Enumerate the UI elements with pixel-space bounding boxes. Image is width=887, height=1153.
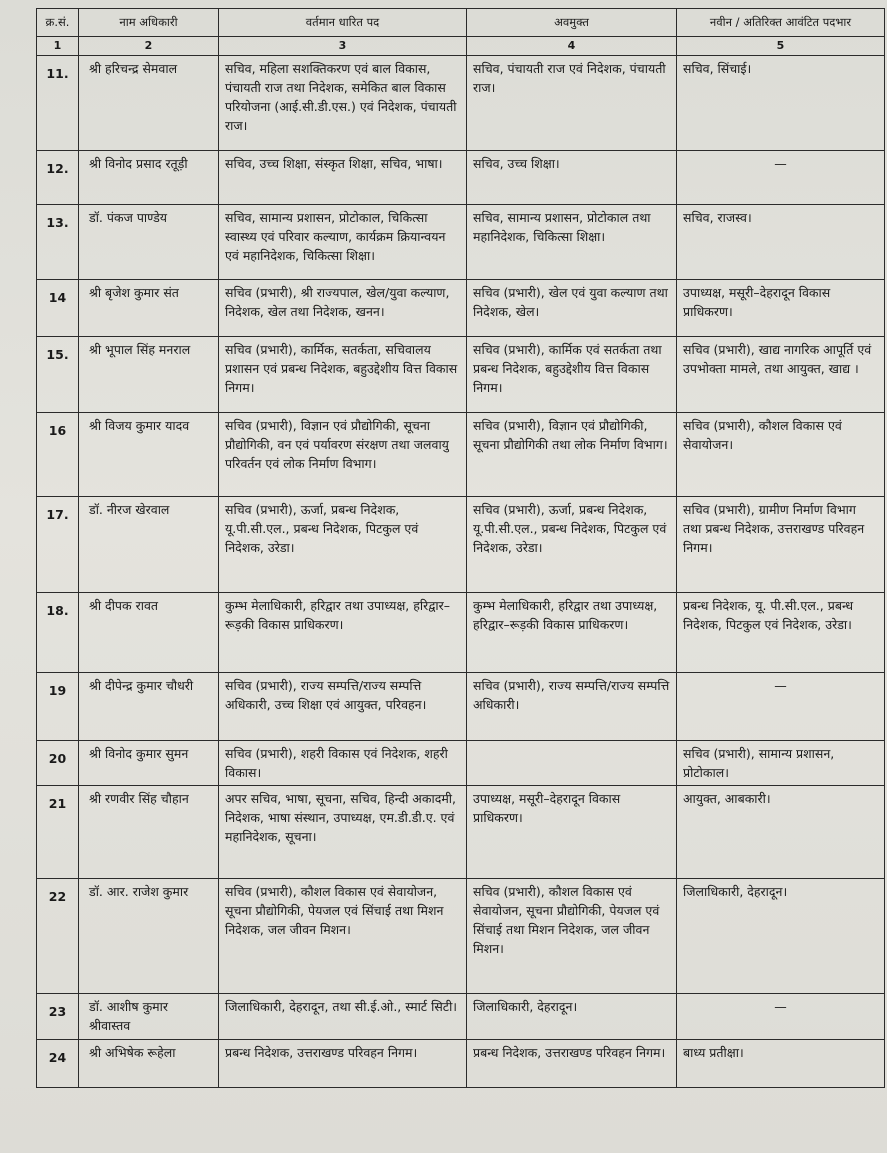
relieved-post: सचिव (प्रभारी), कौशल विकास एवं सेवायोजन, सूचना प्रौद्योगिकी, पेयजल एवं सिंचाई तथा मिशन निदेशक, जल जीवन मिशन। xyxy=(467,879,677,994)
table-row xyxy=(37,786,885,879)
serial-number: 23 xyxy=(37,994,79,1040)
new-charge: — xyxy=(677,994,885,1040)
table-row xyxy=(37,994,885,1040)
relieved-post: सचिव, सामान्य प्रशासन, प्रोटोकाल तथा महानिदेशक, चिकित्सा शिक्षा। xyxy=(467,205,677,280)
header-relieved: अवमुक्त xyxy=(467,9,677,37)
table-row xyxy=(37,280,885,337)
table-row xyxy=(37,337,885,413)
current-post: अपर सचिव, भाषा, सूचना, सचिव, हिन्दी अकादमी, निदेशक, भाषा संस्थान, उपाध्यक्ष, एम.डी.डी.ए. एवं महानिदेशक, सूचना। xyxy=(219,786,467,879)
officer-name: श्री हरिचन्द्र सेमवाल xyxy=(79,56,219,151)
table-row xyxy=(37,56,885,151)
relieved-post xyxy=(467,741,677,786)
col-number: 1 xyxy=(37,37,79,56)
serial-number: 19 xyxy=(37,673,79,741)
table-row xyxy=(37,151,885,205)
current-post: कुम्भ मेलाधिकारी, हरिद्वार तथा उपाध्यक्ष, हरिद्वार–रूड़की विकास प्राधिकरण। xyxy=(219,593,467,673)
officer-name: डॉ. नीरज खेरवाल xyxy=(79,497,219,593)
officer-name: श्री दीपेन्द्र कुमार चौधरी xyxy=(79,673,219,741)
current-post: सचिव, उच्च शिक्षा, संस्कृत शिक्षा, सचिव, भाषा। xyxy=(219,151,467,205)
relieved-post: जिलाधिकारी, देहरादून। xyxy=(467,994,677,1040)
table-row xyxy=(37,741,885,786)
relieved-post: सचिव (प्रभारी), राज्य सम्पत्ति/राज्य सम्पत्ति अधिकारी। xyxy=(467,673,677,741)
current-post: सचिव (प्रभारी), कार्मिक, सतर्कता, सचिवालय प्रशासन एवं प्रबन्ध निदेशक, बहुउद्देशीय वित्त विकास निगम। xyxy=(219,337,467,413)
serial-number: 12. xyxy=(37,151,79,205)
current-post: सचिव, महिला सशक्तिकरण एवं बाल विकास, पंचायती राज तथा निदेशक, समेकित बाल विकास परियोजना (आई.सी.डी.एस.) एवं निदेशक, पंचायती राज। xyxy=(219,56,467,151)
new-charge: — xyxy=(677,673,885,741)
new-charge: उपाध्यक्ष, मसूरी–देहरादून विकास प्राधिकरण। xyxy=(677,280,885,337)
current-post: सचिव (प्रभारी), कौशल विकास एवं सेवायोजन, सूचना प्रौद्योगिकी, पेयजल एवं सिंचाई तथा मिशन निदेशक, जल जीवन मिशन। xyxy=(219,879,467,994)
new-charge: जिलाधिकारी, देहरादून। xyxy=(677,879,885,994)
col-number: 4 xyxy=(467,37,677,56)
current-post: सचिव (प्रभारी), राज्य सम्पत्ति/राज्य सम्पत्ति अधिकारी, उच्च शिक्षा एवं आयुक्त, परिवहन। xyxy=(219,673,467,741)
officer-name: श्री भूपाल सिंह मनराल xyxy=(79,337,219,413)
serial-number: 11. xyxy=(37,56,79,151)
table-row xyxy=(37,413,885,497)
serial-number: 17. xyxy=(37,497,79,593)
new-charge: सचिव (प्रभारी), खाद्य नागरिक आपूर्ति एवं उपभोक्ता मामले, तथा आयुक्त, खाद्य । xyxy=(677,337,885,413)
current-post: सचिव (प्रभारी), ऊर्जा, प्रबन्ध निदेशक, यू.पी.सी.एल., प्रबन्ध निदेशक, पिटकुल एवं निदेशक, उरेडा। xyxy=(219,497,467,593)
serial-number: 20 xyxy=(37,741,79,786)
current-post: जिलाधिकारी, देहरादून, तथा सी.ई.ओ., स्मार्ट सिटी। xyxy=(219,994,467,1040)
current-post: प्रबन्ध निदेशक, उत्तराखण्ड परिवहन निगम। xyxy=(219,1040,467,1088)
new-charge: प्रबन्ध निदेशक, यू. पी.सी.एल., प्रबन्ध निदेशक, पिटकुल एवं निदेशक, उरेडा। xyxy=(677,593,885,673)
relieved-post: प्रबन्ध निदेशक, उत्तराखण्ड परिवहन निगम। xyxy=(467,1040,677,1088)
new-charge: सचिव (प्रभारी), ग्रामीण निर्माण विभाग तथा प्रबन्ध निदेशक, उत्तराखण्ड परिवहन निगम। xyxy=(677,497,885,593)
current-post: सचिव (प्रभारी), श्री राज्यपाल, खेल/युवा कल्याण, निदेशक, खेल तथा निदेशक, खनन। xyxy=(219,280,467,337)
serial-number: 22 xyxy=(37,879,79,994)
relieved-post: सचिव (प्रभारी), खेल एवं युवा कल्याण तथा निदेशक, खेल। xyxy=(467,280,677,337)
new-charge: सचिव, राजस्व। xyxy=(677,205,885,280)
current-post: सचिव (प्रभारी), शहरी विकास एवं निदेशक, शहरी विकास। xyxy=(219,741,467,786)
serial-number: 18. xyxy=(37,593,79,673)
officer-name: श्री रणवीर सिंह चौहान xyxy=(79,786,219,879)
relieved-post: कुम्भ मेलाधिकारी, हरिद्वार तथा उपाध्यक्ष, हरिद्वार–रूड़की विकास प्राधिकरण। xyxy=(467,593,677,673)
officer-name: श्री बृजेश कुमार संत xyxy=(79,280,219,337)
relieved-post: उपाध्यक्ष, मसूरी–देहरादून विकास प्राधिकरण। xyxy=(467,786,677,879)
table-row xyxy=(37,497,885,593)
relieved-post: सचिव (प्रभारी), कार्मिक एवं सतर्कता तथा प्रबन्ध निदेशक, बहुउद्देशीय वित्त विकास निगम। xyxy=(467,337,677,413)
column-number-row xyxy=(37,37,885,56)
officer-transfer-table xyxy=(36,8,885,1088)
table-row xyxy=(37,879,885,994)
new-charge: आयुक्त, आबकारी। xyxy=(677,786,885,879)
officer-name: श्री विनोद प्रसाद रतूड़ी xyxy=(79,151,219,205)
relieved-post: सचिव (प्रभारी), ऊर्जा, प्रबन्ध निदेशक, यू.पी.सी.एल., प्रबन्ध निदेशक, पिटकुल एवं निदेशक, उरेडा। xyxy=(467,497,677,593)
col-number: 2 xyxy=(79,37,219,56)
officer-name: श्री विजय कुमार यादव xyxy=(79,413,219,497)
table-row xyxy=(37,1040,885,1088)
officer-name: डॉ. पंकज पाण्डेय xyxy=(79,205,219,280)
header-officer-name: नाम अधिकारी xyxy=(79,9,219,37)
officer-name: श्री विनोद कुमार सुमन xyxy=(79,741,219,786)
relieved-post: सचिव, पंचायती राज एवं निदेशक, पंचायती राज। xyxy=(467,56,677,151)
new-charge: सचिव (प्रभारी), कौशल विकास एवं सेवायोजन। xyxy=(677,413,885,497)
new-charge: — xyxy=(677,151,885,205)
serial-number: 21 xyxy=(37,786,79,879)
relieved-post: सचिव, उच्च शिक्षा। xyxy=(467,151,677,205)
officer-name: डॉ. आर. राजेश कुमार xyxy=(79,879,219,994)
relieved-post: सचिव (प्रभारी), विज्ञान एवं प्रौद्योगिकी, सूचना प्रौद्योगिकी तथा लोक निर्माण विभाग। xyxy=(467,413,677,497)
current-post: सचिव, सामान्य प्रशासन, प्रोटोकाल, चिकित्सा स्वास्थ्य एवं परिवार कल्याण, कार्यक्रम क्रियान्वयन एवं महानिदेशक, चिकित्सा शिक्षा। xyxy=(219,205,467,280)
header-new-charge: नवीन / अतिरिक्त आवंटित पदभार xyxy=(677,9,885,37)
header-serial: क्र.सं. xyxy=(37,9,79,37)
officer-name: डॉ. आशीष कुमार श्रीवास्तव xyxy=(79,994,219,1040)
serial-number: 13. xyxy=(37,205,79,280)
table-row xyxy=(37,205,885,280)
officer-name: श्री अभिषेक रूहेला xyxy=(79,1040,219,1088)
current-post: सचिव (प्रभारी), विज्ञान एवं प्रौद्योगिकी, सूचना प्रौद्योगिकी, वन एवं पर्यावरण संरक्षण तथा जलवायु परिवर्तन एवं लोक निर्माण विभाग। xyxy=(219,413,467,497)
new-charge: सचिव, सिंचाई। xyxy=(677,56,885,151)
officer-name: श्री दीपक रावत xyxy=(79,593,219,673)
serial-number: 15. xyxy=(37,337,79,413)
col-number: 5 xyxy=(677,37,885,56)
serial-number: 14 xyxy=(37,280,79,337)
serial-number: 16 xyxy=(37,413,79,497)
col-number: 3 xyxy=(219,37,467,56)
header-row xyxy=(37,9,885,37)
header-current-post: वर्तमान धारित पद xyxy=(219,9,467,37)
table-row xyxy=(37,673,885,741)
table-row xyxy=(37,593,885,673)
serial-number: 24 xyxy=(37,1040,79,1088)
new-charge: बाध्य प्रतीक्षा। xyxy=(677,1040,885,1088)
new-charge: सचिव (प्रभारी), सामान्य प्रशासन, प्रोटोकाल। xyxy=(677,741,885,786)
